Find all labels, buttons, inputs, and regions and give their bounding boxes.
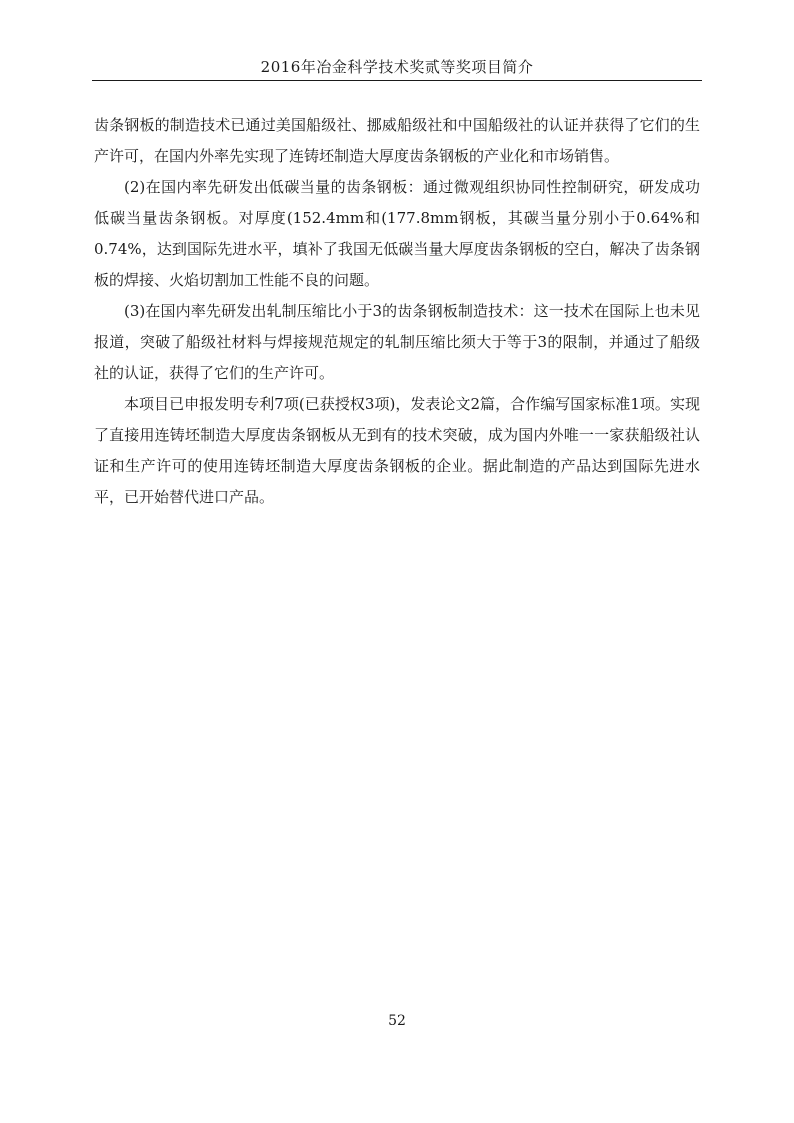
header-divider — [92, 80, 702, 81]
paragraph-continuation: 齿条钢板的制造技术已通过美国船级社、挪威船级社和中国船级社的认证并获得了它们的生产许可，在国内外率先实现了连铸坯制造大厚度齿条钢板的产业化和市场销售。 — [94, 116, 700, 165]
page-header-title: 2016年冶金科学技术奖贰等奖项目简介 — [260, 58, 534, 76]
paragraph-rolling-compression-ratio: (3)在国内率先研发出轧制压缩比小于3的齿条钢板制造技术：这一技术在国际上也未见报道，突破了船级社材料与焊接规范规定的轧制压缩比须大于等于3的限制，并通过了船级社的认证，获得了它们的生产许可。 — [94, 302, 700, 382]
document-body — [94, 110, 700, 513]
page-number: 52 — [388, 1013, 406, 1029]
paragraph-project-summary: 本项目已申报发明专利7项(已获授权3项)，发表论文2篇，合作编写国家标准1项。实现了直接用连铸坯制造大厚度齿条钢板从无到有的技术突破，成为国内外唯一一家获船级社认证和生产许可的使用连铸坯制造大厚度齿条钢板的企业。据此制造的产品达到国际先进水平，已开始替代进口产品。 — [94, 395, 700, 506]
paragraph-low-carbon-equivalent: (2)在国内率先研发出低碳当量的齿条钢板：通过微观组织协同性控制研究，研发成功低碳当量齿条钢板。对厚度(152.4mm和(177.8mm钢板，其碳当量分别小于0.64%和0.74%，达到国际先进水平，填补了我国无低碳当量大厚度齿条钢板的空白，解决了齿条钢板的焊接、火焰切割加工性能不良的问题。 — [94, 178, 700, 289]
